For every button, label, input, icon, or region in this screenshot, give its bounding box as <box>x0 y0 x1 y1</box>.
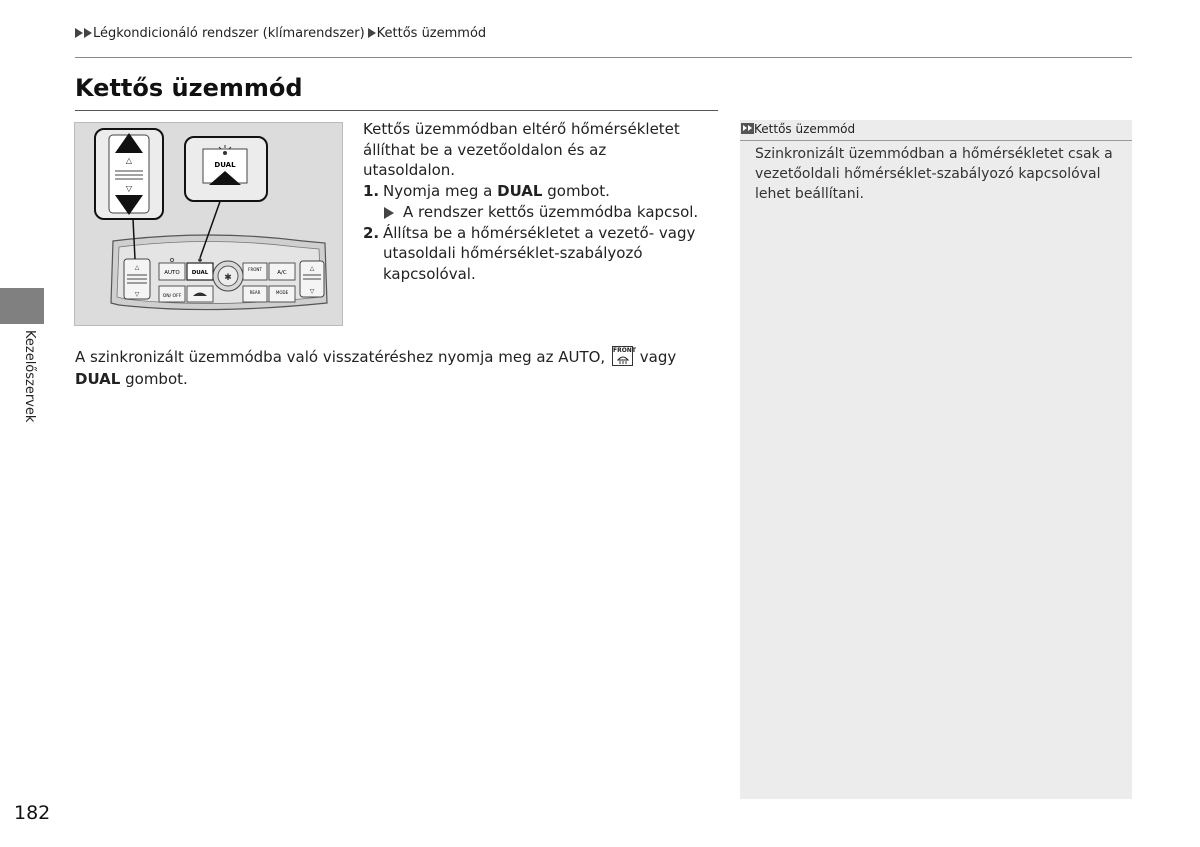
front-button-label: FRONT <box>248 267 262 272</box>
title-divider <box>75 110 718 111</box>
step-text: Nyomja meg a <box>383 182 493 201</box>
breadcrumb-arrow-icon <box>75 28 83 38</box>
breadcrumb-section[interactable]: Légkondicionáló rendszer (klímarendszer) <box>93 26 365 41</box>
on-off-button-label: ON/ OFF <box>162 294 182 299</box>
side-note-header <box>740 120 1132 141</box>
double-arrow-icon <box>741 123 754 134</box>
climate-panel-drawing <box>75 123 342 325</box>
svg-text:✱: ✱ <box>224 273 232 283</box>
result-text: A rendszer kettős üzemmódba kapcsol. <box>403 202 699 221</box>
intro-text: Kettős üzemmódban eltérő hőmérsékletet állíthat be a vezetőoldalon és az utasoldalon. <box>363 120 680 180</box>
breadcrumb-page: Kettős üzemmód <box>376 26 487 41</box>
breadcrumb <box>75 26 486 41</box>
dual-keyword: DUAL <box>75 369 121 388</box>
step-1-result <box>363 202 703 223</box>
svg-text:△: △ <box>134 264 140 271</box>
side-note-body: Szinkronizált üzemmódban a hőmérsékletet csak a vezetőoldali hőmérséklet-szabályozó kapcsolóval lehet beállítani. <box>755 146 1113 202</box>
step-text: Állítsa be a hőmérsékletet a vezető- vagy utasoldali hőmérséklet-szabályozó kapcsolóval. <box>383 223 696 283</box>
mode-button-label: MODE <box>275 290 289 295</box>
page-number: 182 <box>14 802 51 824</box>
result-arrow-icon <box>384 207 394 219</box>
instructions <box>363 119 703 285</box>
header-divider <box>75 57 1132 58</box>
svg-text:△: △ <box>309 265 315 272</box>
return-text: A szinkronizált üzemmódba való visszatéréshez nyomja meg az AUTO, <box>75 348 606 366</box>
return-text: gombot. <box>125 369 188 388</box>
page-title: Kettős üzemmód <box>75 74 303 102</box>
ac-button-label: A/C <box>277 270 287 276</box>
step-1 <box>363 181 703 202</box>
front-icon-label: FRONT <box>612 347 636 354</box>
step-number: 1. <box>363 182 380 201</box>
breadcrumb-arrow-icon <box>84 28 92 38</box>
svg-text:▽: ▽ <box>125 184 133 193</box>
dual-zoom-label: DUAL <box>214 161 236 169</box>
dual-button-label: DUAL <box>191 270 209 276</box>
front-defrost-icon <box>612 346 636 366</box>
svg-text:▽: ▽ <box>134 291 140 298</box>
side-note-title: Kettős üzemmód <box>754 122 856 136</box>
side-note-panel <box>740 120 1132 799</box>
rear-button-label: REAR <box>249 290 261 295</box>
step-2 <box>363 223 703 285</box>
return-text: vagy <box>639 348 677 366</box>
breadcrumb-arrow-icon <box>368 28 376 38</box>
svg-text:△: △ <box>125 156 133 165</box>
auto-button-label: AUTO <box>164 270 180 276</box>
section-tab-label: Kezelőszervek <box>22 330 37 423</box>
climate-panel-illustration <box>74 122 343 326</box>
return-sync-text <box>75 346 695 390</box>
dual-keyword: DUAL <box>497 182 543 201</box>
step-number: 2. <box>363 223 380 242</box>
section-tab-marker <box>0 288 44 324</box>
svg-text:▽: ▽ <box>309 288 315 295</box>
step-text: gombot. <box>547 182 610 201</box>
